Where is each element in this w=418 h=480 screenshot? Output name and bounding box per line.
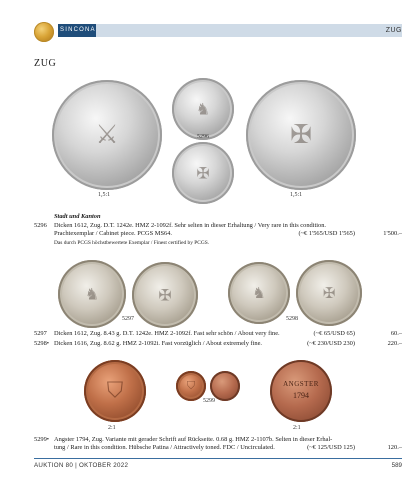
coin-5299-obverse-large: ⛉ [84, 360, 146, 422]
coin-5299-reverse-large [270, 360, 332, 422]
lot-description: Dicken 1612, Zug. D.T. 1242e. HMZ 2-1092f. Sehr selten in dieser Erhaltung / Very rare in this condition. [54, 222, 327, 229]
coin-5296-obverse-large: ⚔ [52, 80, 162, 190]
lot-estimate: (~€ 1'565/USD 1'565) [298, 230, 355, 237]
running-section-title: ZUG [385, 27, 402, 34]
coin-5296-obverse-small: ♞ [172, 78, 234, 140]
lot-price: 120.– [387, 444, 402, 451]
coin-5299-obverse-small: ⛉ [176, 371, 206, 401]
lot-label-5297: 5297 [122, 316, 134, 322]
coin-5297-reverse: ✠ [132, 262, 198, 328]
lot-description: Dicken 1616, Zug. 8.62 g. HMZ 2-1092i. Fast vorzüglich / About extremely fine. [54, 340, 263, 347]
lot-description-continued: Prachtexemplar / Cabinet piece. PCGS MS64. [54, 230, 173, 237]
lot-label-5298: 5298 [286, 316, 298, 322]
scale-label-right: 2:1 [293, 425, 301, 431]
coin-5296-reverse-large: ✠ [246, 80, 356, 190]
coin-5298-reverse: ✠ [296, 260, 362, 326]
coin-5298-obverse: ♞ [228, 262, 290, 324]
coin-5299-reverse-small [210, 371, 240, 401]
lot-price: 220.– [387, 340, 402, 347]
scale-label-left: 1,5:1 [98, 192, 111, 198]
coin-5296-reverse-small: ✠ [172, 142, 234, 204]
canton-title: ZUG [34, 58, 57, 69]
lot-estimate: (~€ 125/USD 125) [307, 444, 355, 451]
footer-auction-info: AUKTION 80 | OKTOBER 2022 [34, 462, 129, 469]
lot-number: 5298• [34, 340, 50, 347]
lot-label-5296: 5296 [197, 134, 209, 140]
lot-description: Angster 1794, Zug. Variante mit gerader Schrift auf Rückseite. 0.68 g. HMZ 2-1107b. Selten in dieser Erhal- [54, 436, 333, 443]
scale-label-left: 2:1 [108, 425, 116, 431]
brand-name: SINCONA [60, 27, 96, 33]
lot-estimate: (~€ 230/USD 230) [307, 340, 355, 347]
footer-rule [34, 458, 402, 459]
lot-label-5299: 5299 [203, 398, 215, 404]
lot-note: Das durch PCGS höchstbewertete Exemplar / Finest certified by PCGS. [54, 240, 210, 246]
sincona-logo-coin-icon [34, 22, 54, 42]
lot-number: 5296 [34, 222, 47, 229]
lot-number: 5297 [34, 330, 47, 337]
coin-5299-legend: ANGSTER [283, 380, 319, 388]
lot-description: Dicken 1612, Zug. 8.43 g. D.T. 1242e. HMZ 2-1092f. Fast sehr schön / About very fine. [54, 330, 280, 337]
lot-price: 1'500.– [383, 230, 402, 237]
lot-number: 5299• [34, 436, 50, 443]
lot-description-continued: tung / Rare in this condition. Hübsche Patina / Attractively toned. FDC / Uncirculated. [54, 444, 275, 451]
lot-estimate: (~€ 65/USD 65) [313, 330, 355, 337]
coin-5299-date: 1794 [293, 391, 309, 400]
page-number: 589 [391, 462, 402, 469]
subsection-heading: Stadt und Kanton [54, 213, 101, 220]
scale-label-right: 1,5:1 [290, 192, 303, 198]
lot-price: 60.– [390, 330, 402, 337]
header-band [96, 24, 402, 37]
coin-5297-obverse: ♞ [58, 260, 126, 328]
